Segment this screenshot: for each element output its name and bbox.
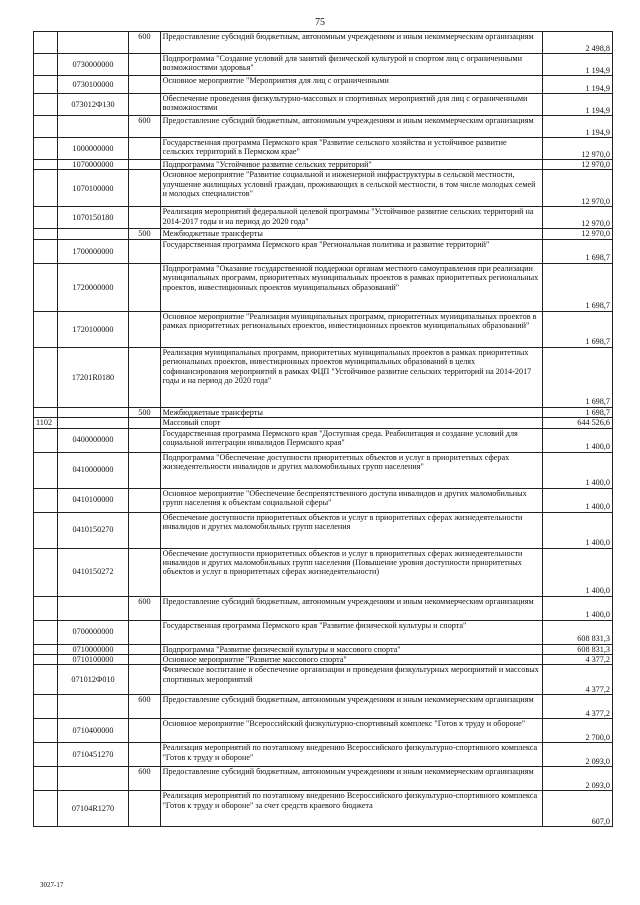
expense-type-cell bbox=[129, 644, 160, 654]
section-code-cell bbox=[34, 207, 58, 229]
target-code-cell: 1720100000 bbox=[57, 311, 128, 347]
target-code-cell: 1070000000 bbox=[57, 160, 128, 170]
amount-cell: 1 194,9 bbox=[542, 116, 612, 138]
target-code-cell: 0410000000 bbox=[57, 452, 128, 488]
item-name-cell: Предоставление субсидий бюджетным, автономным учреждениям и иным некоммерческим организациям bbox=[160, 116, 542, 138]
amount-cell: 607,0 bbox=[542, 791, 612, 827]
section-code-cell bbox=[34, 488, 58, 512]
section-code-cell bbox=[34, 407, 58, 417]
expense-type-cell bbox=[129, 207, 160, 229]
expense-type-cell: 600 bbox=[129, 695, 160, 719]
expense-type-cell bbox=[129, 76, 160, 94]
amount-cell: 1 698,7 bbox=[542, 347, 612, 407]
amount-cell: 1 698,7 bbox=[542, 311, 612, 347]
amount-cell: 1 698,7 bbox=[542, 263, 612, 311]
section-code-cell bbox=[34, 644, 58, 654]
target-code-cell: 0710400000 bbox=[57, 719, 128, 743]
amount-cell: 12 970,0 bbox=[542, 170, 612, 207]
item-name-cell: Основное мероприятие "Обеспечение беспрепятственного доступа инвалидов и других маломобильных групп населения к объектам социальной сферы" bbox=[160, 488, 542, 512]
amount-cell: 1 194,9 bbox=[542, 94, 612, 116]
section-code-cell bbox=[34, 452, 58, 488]
expense-type-cell bbox=[129, 418, 160, 428]
table-row bbox=[34, 418, 613, 428]
section-code-cell bbox=[34, 596, 58, 620]
table-row bbox=[34, 620, 613, 644]
table-row bbox=[34, 488, 613, 512]
target-code-cell: 0710451270 bbox=[57, 743, 128, 767]
section-code-cell bbox=[34, 655, 58, 665]
target-code-cell: 1000000000 bbox=[57, 138, 128, 160]
amount-cell: 644 526,6 bbox=[542, 418, 612, 428]
table-row bbox=[34, 407, 613, 417]
table-row bbox=[34, 743, 613, 767]
item-name-cell: Обеспечение доступности приоритетных объектов и услуг в приоритетных сферах жизнедеятельности инвалидов и других маломобильных групп населения bbox=[160, 512, 542, 548]
target-code-cell bbox=[57, 229, 128, 239]
table-row bbox=[34, 54, 613, 76]
target-code-cell bbox=[57, 695, 128, 719]
section-code-cell bbox=[34, 239, 58, 263]
table-row bbox=[34, 512, 613, 548]
item-name-cell: Подпрограмма "Устойчивое развитие сельских территорий" bbox=[160, 160, 542, 170]
target-code-cell bbox=[57, 767, 128, 791]
table-row bbox=[34, 76, 613, 94]
item-name-cell: Основное мероприятие "Реализация муниципальных программ, приоритетных муниципальных проектов в рамках приоритетных региональных проектов, инвестиционных проектов муниципальных образований" bbox=[160, 311, 542, 347]
item-name-cell: Реализация муниципальных программ, приоритетных муниципальных проектов в рамках приоритетных региональных проектов, инвестиционных проектов муниципальных образований в целях софинансирования мероприятий в рамках ФЦП "Устойчивое развитие сельских территорий на 2014-2017 годы и на период до 2020 года" bbox=[160, 347, 542, 407]
section-code-cell bbox=[34, 743, 58, 767]
expense-type-cell bbox=[129, 138, 160, 160]
item-name-cell: Подпрограмма "Создание условий для занятий физической культурой и спортом лиц с ограниченными возможностями здоровья" bbox=[160, 54, 542, 76]
table-row bbox=[34, 791, 613, 827]
item-name-cell: Физическое воспитание и обеспечение организации и проведения физкультурных мероприятий и массовых спортивных мероприятий bbox=[160, 665, 542, 695]
table-row bbox=[34, 655, 613, 665]
target-code-cell: 0410150270 bbox=[57, 512, 128, 548]
target-code-cell: 071012Ф010 bbox=[57, 665, 128, 695]
page-number: 75 bbox=[315, 17, 325, 28]
table-row bbox=[34, 767, 613, 791]
target-code-cell: 1070150180 bbox=[57, 207, 128, 229]
expense-type-cell bbox=[129, 488, 160, 512]
amount-cell: 1 400,0 bbox=[542, 512, 612, 548]
item-name-cell: Реализация мероприятий по поэтапному внедрению Всероссийского физкультурно-спортивного комплекса "Готов к труду и обороне" bbox=[160, 743, 542, 767]
section-code-cell bbox=[34, 791, 58, 827]
item-name-cell: Обеспечение проведения физкультурно-массовых и спортивных мероприятий для лиц с ограниченными возможностями bbox=[160, 94, 542, 116]
section-code-cell bbox=[34, 695, 58, 719]
budget-table bbox=[33, 31, 613, 827]
target-code-cell: 1070100000 bbox=[57, 170, 128, 207]
section-code-cell bbox=[34, 428, 58, 452]
table-row bbox=[34, 452, 613, 488]
amount-cell: 1 194,9 bbox=[542, 76, 612, 94]
item-name-cell: Основное мероприятие "Мероприятия для лиц с ограниченными bbox=[160, 76, 542, 94]
target-code-cell: 07104R1270 bbox=[57, 791, 128, 827]
section-code-cell bbox=[34, 160, 58, 170]
item-name-cell: Подпрограмма "Обеспечение доступности приоритетных объектов и услуг в приоритетных сферах жизнедеятельности инвалидов и других маломобильных групп населения" bbox=[160, 452, 542, 488]
expense-type-cell bbox=[129, 791, 160, 827]
section-code-cell bbox=[34, 620, 58, 644]
table-row bbox=[34, 719, 613, 743]
item-name-cell: Государственная программа Пермского края "Региональная политика и развитие территорий" bbox=[160, 239, 542, 263]
amount-cell: 12 970,0 bbox=[542, 229, 612, 239]
table-row bbox=[34, 347, 613, 407]
budget-table-body bbox=[34, 32, 613, 827]
amount-cell: 1 400,0 bbox=[542, 596, 612, 620]
section-code-cell bbox=[34, 512, 58, 548]
item-name-cell: Основное мероприятие "Развитие социальной и инженерной инфраструктуры в сельской местности, улучшение жилищных условий граждан, проживающих в сельской местности, в том числе молодых семей и молодых специалистов" bbox=[160, 170, 542, 207]
target-code-cell: 1700000000 bbox=[57, 239, 128, 263]
item-name-cell: Предоставление субсидий бюджетным, автономным учреждениям и иным некоммерческим организациям bbox=[160, 767, 542, 791]
expense-type-cell bbox=[129, 160, 160, 170]
item-name-cell: Межбюджетные трансферты bbox=[160, 229, 542, 239]
target-code-cell: 0730100000 bbox=[57, 76, 128, 94]
target-code-cell: 0410100000 bbox=[57, 488, 128, 512]
target-code-cell: 0710000000 bbox=[57, 644, 128, 654]
expense-type-cell bbox=[129, 743, 160, 767]
section-code-cell bbox=[34, 719, 58, 743]
target-code-cell: 17201R0180 bbox=[57, 347, 128, 407]
target-code-cell bbox=[57, 407, 128, 417]
table-row bbox=[34, 170, 613, 207]
section-code-cell bbox=[34, 263, 58, 311]
expense-type-cell bbox=[129, 263, 160, 311]
section-code-cell: 1102 bbox=[34, 418, 58, 428]
target-code-cell: 0710100000 bbox=[57, 655, 128, 665]
section-code-cell bbox=[34, 311, 58, 347]
section-code-cell bbox=[34, 94, 58, 116]
expense-type-cell bbox=[129, 512, 160, 548]
table-row bbox=[34, 160, 613, 170]
target-code-cell bbox=[57, 596, 128, 620]
amount-cell: 12 970,0 bbox=[542, 160, 612, 170]
amount-cell: 12 970,0 bbox=[542, 138, 612, 160]
item-name-cell: Подпрограмма "Развитие физической культуры и массового спорта" bbox=[160, 644, 542, 654]
expense-type-cell: 500 bbox=[129, 407, 160, 417]
expense-type-cell: 600 bbox=[129, 32, 160, 54]
target-code-cell bbox=[57, 418, 128, 428]
item-name-cell: Основное мероприятие "Всероссийский физкультурно-спортивный комплекс "Готов к труду и обороне" bbox=[160, 719, 542, 743]
item-name-cell: Межбюджетные трансферты bbox=[160, 407, 542, 417]
amount-cell: 1 400,0 bbox=[542, 548, 612, 596]
item-name-cell: Подпрограмма "Оказание государственной поддержки органам местного самоуправления при реализации муниципальных программ, приоритетных муниципальных проектов в рамках приоритетных региональных проектов, инвестиционных проектов муниципальных образований" bbox=[160, 263, 542, 311]
item-name-cell: Реализация мероприятий по поэтапному внедрению Всероссийского физкультурно-спортивного комплекса "Готов к труду и обороне" за счет средств краевого бюджета bbox=[160, 791, 542, 827]
expense-type-cell: 600 bbox=[129, 116, 160, 138]
target-code-cell: 0700000000 bbox=[57, 620, 128, 644]
item-name-cell: Государственная программа Пермского края "Доступная среда. Реабилитация и создание условий для социальной интеграции инвалидов Пермского края" bbox=[160, 428, 542, 452]
expense-type-cell bbox=[129, 239, 160, 263]
amount-cell: 608 831,3 bbox=[542, 644, 612, 654]
item-name-cell: Государственная программа Пермского края "Развитие физической культуры и спорта" bbox=[160, 620, 542, 644]
expense-type-cell bbox=[129, 54, 160, 76]
table-row bbox=[34, 32, 613, 54]
table-row bbox=[34, 116, 613, 138]
section-code-cell bbox=[34, 229, 58, 239]
table-row bbox=[34, 596, 613, 620]
table-row bbox=[34, 94, 613, 116]
amount-cell: 1 698,7 bbox=[542, 407, 612, 417]
amount-cell: 4 377,2 bbox=[542, 695, 612, 719]
section-code-cell bbox=[34, 347, 58, 407]
amount-cell: 2 700,0 bbox=[542, 719, 612, 743]
amount-cell: 2 498,8 bbox=[542, 32, 612, 54]
target-code-cell: 1720000000 bbox=[57, 263, 128, 311]
section-code-cell bbox=[34, 138, 58, 160]
table-row bbox=[34, 207, 613, 229]
table-row bbox=[34, 239, 613, 263]
table-row bbox=[34, 644, 613, 654]
expense-type-cell bbox=[129, 665, 160, 695]
section-code-cell bbox=[34, 665, 58, 695]
item-name-cell: Обеспечение доступности приоритетных объектов и услуг в приоритетных сферах жизнедеятельности инвалидов и других маломобильных групп населения (Повышение уровня доступности приоритетных объектов и услуг в приоритетных сферах жизнедеятельности) bbox=[160, 548, 542, 596]
target-code-cell: 0400000000 bbox=[57, 428, 128, 452]
item-name-cell: Основное мероприятие "Развитие массового спорта" bbox=[160, 655, 542, 665]
expense-type-cell bbox=[129, 719, 160, 743]
amount-cell: 1 400,0 bbox=[542, 428, 612, 452]
table-row bbox=[34, 138, 613, 160]
footer-document-code: 3027-17 bbox=[40, 881, 64, 889]
amount-cell: 2 093,0 bbox=[542, 767, 612, 791]
expense-type-cell: 500 bbox=[129, 229, 160, 239]
table-row bbox=[34, 229, 613, 239]
table-row bbox=[34, 548, 613, 596]
amount-cell: 4 377,2 bbox=[542, 655, 612, 665]
expense-type-cell bbox=[129, 428, 160, 452]
expense-type-cell bbox=[129, 655, 160, 665]
amount-cell: 1 400,0 bbox=[542, 452, 612, 488]
table-row bbox=[34, 695, 613, 719]
expense-type-cell bbox=[129, 311, 160, 347]
table-row bbox=[34, 263, 613, 311]
section-code-cell bbox=[34, 32, 58, 54]
table-row bbox=[34, 428, 613, 452]
expense-type-cell bbox=[129, 548, 160, 596]
expense-type-cell bbox=[129, 347, 160, 407]
amount-cell: 1 400,0 bbox=[542, 488, 612, 512]
section-code-cell bbox=[34, 116, 58, 138]
table-row bbox=[34, 311, 613, 347]
target-code-cell: 0410150272 bbox=[57, 548, 128, 596]
target-code-cell bbox=[57, 116, 128, 138]
expense-type-cell bbox=[129, 620, 160, 644]
target-code-cell: 0730000000 bbox=[57, 54, 128, 76]
expense-type-cell: 600 bbox=[129, 596, 160, 620]
section-code-cell bbox=[34, 548, 58, 596]
amount-cell: 1 698,7 bbox=[542, 239, 612, 263]
item-name-cell: Государственная программа Пермского края "Развитие сельского хозяйства и устойчивое развитие сельских территорий в Пермском крае" bbox=[160, 138, 542, 160]
amount-cell: 2 093,0 bbox=[542, 743, 612, 767]
target-code-cell bbox=[57, 32, 128, 54]
item-name-cell: Массовый спорт bbox=[160, 418, 542, 428]
section-code-cell bbox=[34, 76, 58, 94]
expense-type-cell: 600 bbox=[129, 767, 160, 791]
amount-cell: 12 970,0 bbox=[542, 207, 612, 229]
amount-cell: 608 831,3 bbox=[542, 620, 612, 644]
expense-type-cell bbox=[129, 170, 160, 207]
table-row bbox=[34, 665, 613, 695]
amount-cell: 1 194,9 bbox=[542, 54, 612, 76]
item-name-cell: Предоставление субсидий бюджетным, автономным учреждениям и иным некоммерческим организациям bbox=[160, 695, 542, 719]
section-code-cell bbox=[34, 54, 58, 76]
amount-cell: 4 377,2 bbox=[542, 665, 612, 695]
item-name-cell: Предоставление субсидий бюджетным, автономным учреждениям и иным некоммерческим организациям bbox=[160, 32, 542, 54]
expense-type-cell bbox=[129, 94, 160, 116]
item-name-cell: Реализация мероприятий федеральной целевой программы "Устойчивое развитие сельских территорий на 2014-2017 годы и на период до 2020 года" bbox=[160, 207, 542, 229]
item-name-cell: Предоставление субсидий бюджетным, автономным учреждениям и иным некоммерческим организациям bbox=[160, 596, 542, 620]
section-code-cell bbox=[34, 767, 58, 791]
target-code-cell: 073012Ф130 bbox=[57, 94, 128, 116]
expense-type-cell bbox=[129, 452, 160, 488]
section-code-cell bbox=[34, 170, 58, 207]
